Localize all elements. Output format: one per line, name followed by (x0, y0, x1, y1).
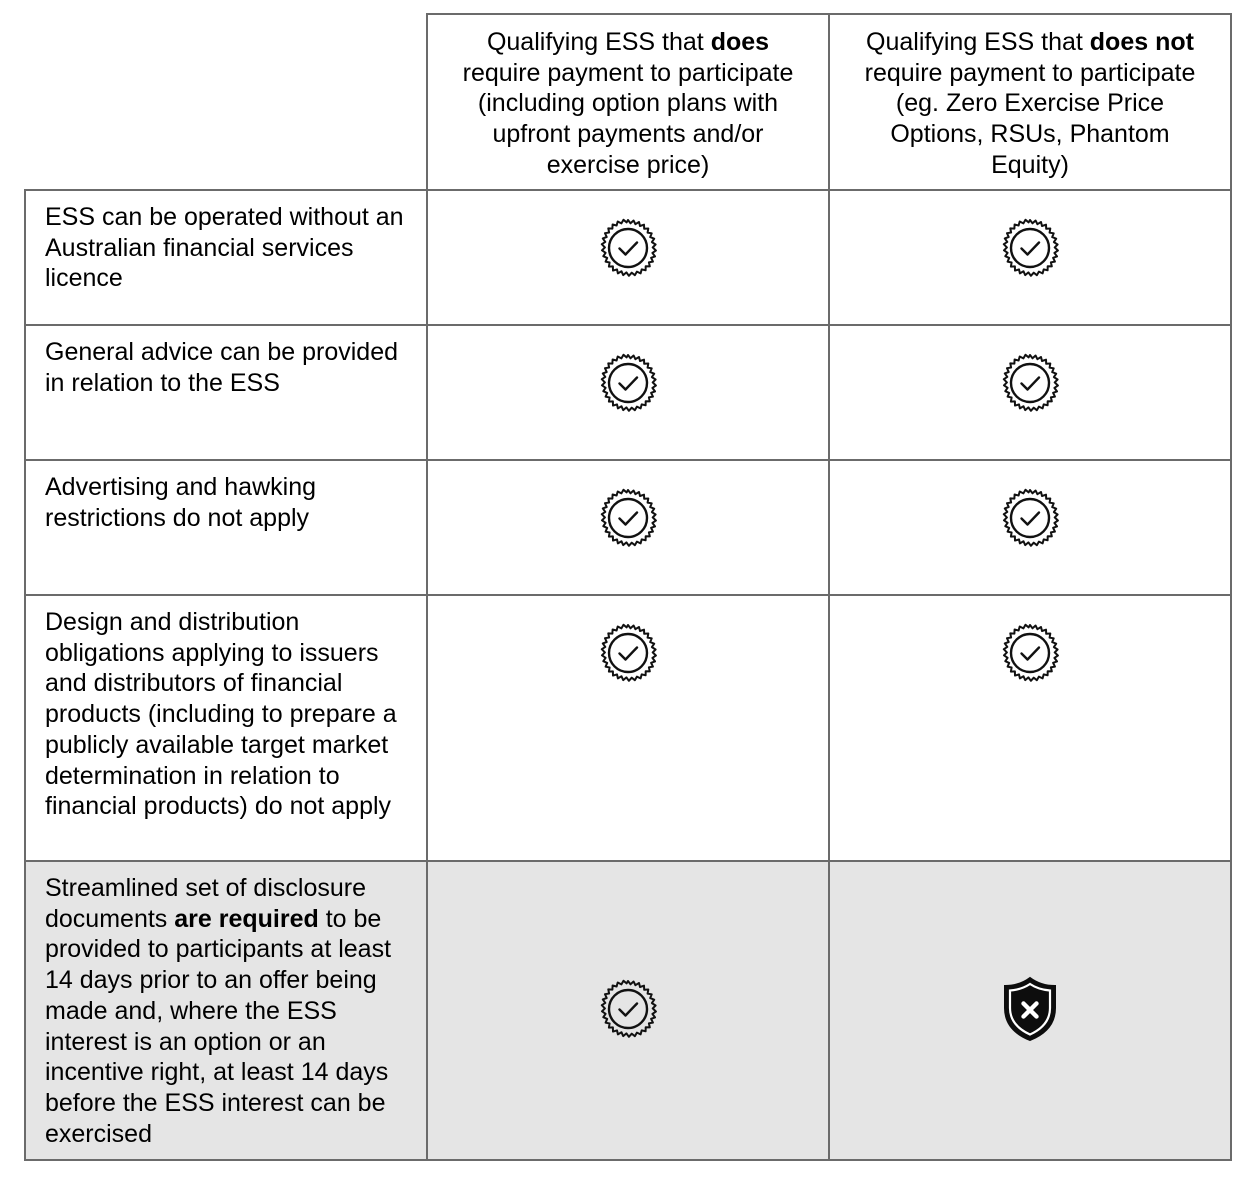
badge-check-icon (593, 348, 663, 418)
badge-check-icon (995, 348, 1065, 418)
row-2-label: General advice can be provided in relation to the ESS (45, 338, 399, 397)
row-5-col-1-cell (426, 860, 830, 1161)
header-col-payment-not-required (828, 13, 1232, 191)
row-2-col-2-cell (828, 324, 1232, 461)
row-4-label: Design and distribution obligations applying to issuers and distributors of financial products (including to prepare a publicly available target market determination in relation to financial products) do not apply (45, 608, 397, 821)
badge-check-icon (593, 483, 663, 553)
row-label-general-advice (24, 324, 428, 461)
row-5-label-post: to be provided to participants at least 14 days prior to an offer being made and, where the ESS interest is an option or an incentive right, at least 14 days before the ESS interest can be exercised (45, 904, 392, 1148)
row-5-label-pre: Streamlined set of disclosure documents (45, 874, 366, 933)
header-col-payment-required (426, 13, 830, 191)
row-3-col-2-cell (828, 459, 1232, 596)
row-label-afsl (24, 189, 428, 326)
header-col1-text-pre: Qualifying ESS that (486, 28, 711, 56)
header-col1-text-post: require payment to participate (including option plans with upfront payments and/or exercise price) (462, 58, 794, 179)
badge-check-icon (593, 618, 663, 688)
row-5-label-bold: are required (174, 904, 319, 933)
row-label-advertising-hawking (24, 459, 428, 596)
row-4-col-2-cell (828, 594, 1232, 862)
badge-check-icon (995, 213, 1065, 283)
row-4-col-1-cell (426, 594, 830, 862)
row-1-col-2-cell (828, 189, 1232, 326)
header-col2-text-pre: Qualifying ESS that (866, 28, 1090, 56)
badge-check-icon (593, 213, 663, 283)
row-2-col-1-cell (426, 324, 830, 461)
shield-x-icon (995, 974, 1065, 1044)
row-3-label: Advertising and hawking restrictions do not apply (45, 473, 316, 532)
header-col2-text-post: require payment to participate (eg. Zero Exercise Price Options, RSUs, Phantom Equity) (864, 58, 1196, 179)
badge-check-icon (995, 483, 1065, 553)
badge-check-icon (995, 618, 1065, 688)
row-label-design-distribution (24, 594, 428, 862)
badge-check-icon (593, 974, 663, 1044)
header-col1-text-bold: does (710, 28, 770, 56)
row-1-col-1-cell (426, 189, 830, 326)
row-3-col-1-cell (426, 459, 830, 596)
row-label-disclosure-documents (24, 860, 428, 1161)
row-5-col-2-cell (828, 860, 1232, 1161)
header-col2-text-bold: does not (1089, 28, 1194, 56)
row-1-label: ESS can be operated without an Australian financial services licence (45, 203, 404, 293)
